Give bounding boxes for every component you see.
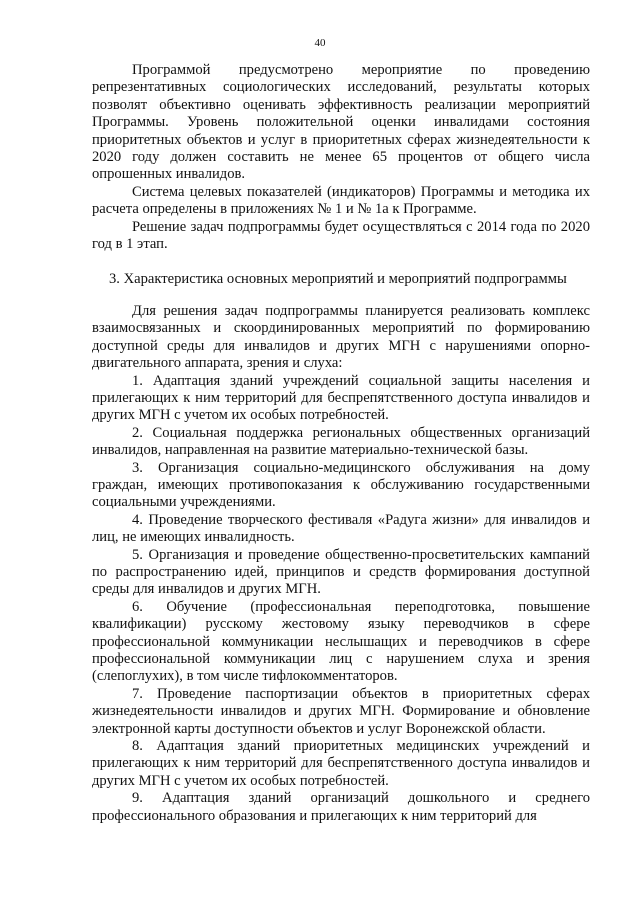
section-heading: 3. Характеристика основных мероприятий и мероприятий подпрограммы [109,271,567,288]
list-item-1: 1. Адаптация зданий учреждений социальной защиты населения и прилегающих к ним территорий для беспрепятственного доступа инвалидов и других МГН с учетом их особых потребностей. [92,372,590,424]
list-item-2: 2. Социальная поддержка региональных общественных организаций инвалидов, направленная на развитие материально-технической базы. [92,424,590,459]
page-number: 40 [314,37,326,49]
list-item-6: 6. Обучение (профессиональная переподготовка, повышение квалификации) русскому жестовому языку переводчиков в сфере профессиональной коммуникации неслышащих и переводчиков в сфере профессиональной коммуникации лиц с нарушением слуха и зрения (слепоглухих), в том числе тифлокомментаторов. [92,598,590,685]
list-item-9: 9. Адаптация зданий организаций дошкольного и среднего профессионального образования и прилегающих к ним территорий для [92,790,590,824]
list-item-7: 7. Проведение паспортизации объектов в приоритетных сферах жизнедеятельности инвалидов и других МГН. Формирование и обновление электронной карты доступности объектов и услуг Воронежской области. [92,685,590,737]
list-item-4: 4. Проведение творческого фестиваля «Радуга жизни» для инвалидов и лиц, не имеющих инвалидность. [92,511,590,546]
intro-paragraph-2: Система целевых показателей (индикаторов) Программы и методика их расчета определены в приложениях № 1 и № 1а к Программе. [92,183,590,218]
section-intro-paragraph: Для решения задач подпрограммы планируется реализовать комплекс взаимосвязанных и скоординированных мероприятий по формированию доступной среды для инвалидов и других МГН с нарушениями опорно-двигательного аппарата, зрения и слуха: [92,302,590,372]
intro-paragraph-3: Решение задач подпрограммы будет осуществляться с 2014 года по 2020 год в 1 этап. [92,218,590,253]
document-body [92,62,590,825]
list-item-8: 8. Адаптация зданий приоритетных медицинских учреждений и прилегающих к ним территорий для беспрепятственного доступа инвалидов и других МГН с учетом их особых потребностей. [92,738,590,789]
list-item-5: 5. Организация и проведение общественно-просветительских кампаний по распространению идей, принципов и средств формирования доступной среды для инвалидов и других МГН. [92,546,590,598]
list-item-3: 3. Организация социально-медицинского обслуживания на дому граждан, имеющих противопоказания к обслуживанию государственными социальными учреждениями. [92,459,590,511]
intro-paragraph-1: Программой предусмотрено мероприятие по проведению репрезентативных социологических исследований, результаты которых позволят объективно оценивать эффективность реализации мероприятий Программы. Уровень положительной оценки инвалидами состояния приоритетных объектов и услуг в приоритетных сферах жизнедеятельности к 2020 году должен составить не менее 65 процентов от общего числа опрошенных инвалидов. [92,62,590,183]
